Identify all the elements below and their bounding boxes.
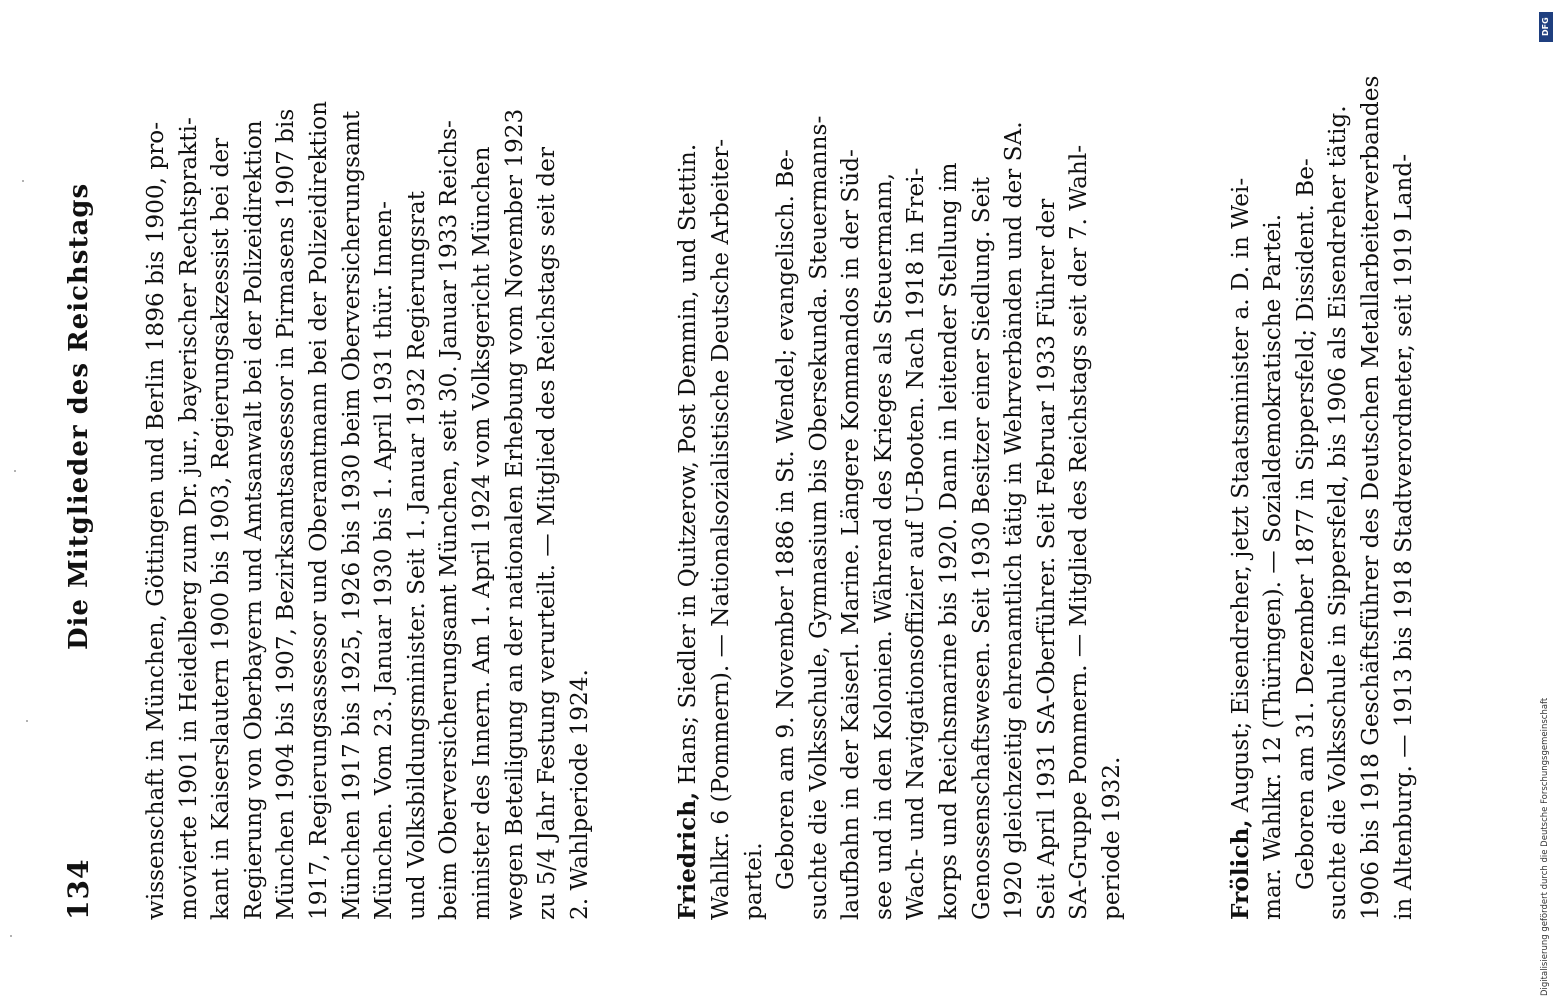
text-line: und Volksbildungsminister. Seit 1. Januar 1932 Regierungsrat <box>402 190 430 920</box>
text-line: 1906 bis 1918 Geschäftsführer des Deutschen Metallarbeiterverbandes <box>1357 75 1384 920</box>
text-line: Regierung von Oberbayern und Amtsanwalt bei der Polizeidirektion <box>239 120 267 920</box>
entry-intro-text: August; Eisendreher, jetzt Staatsminister a. D. in Wei- <box>1226 177 1254 813</box>
text-line: laufbahn in der Kaiserl. Marine. Längere Kommandos in der Süd- <box>837 149 865 920</box>
text-line: 1917, Regierungsassessor und Oberamtmann bei der Polizeidirektion <box>304 100 332 920</box>
text-line: mar. Wahlkr. 12 (Thüringen). — Sozialdemokratische Partei. <box>1259 213 1287 920</box>
text-line: Wach- und Navigationsoffizier auf U-Booten. Nach 1918 in Frei- <box>902 167 930 920</box>
text-line: movierte 1901 in Heidelberg zum Dr. jur., bayerischer Rechtsprakti- <box>174 117 202 920</box>
continuation-paragraph <box>140 90 596 920</box>
text-line <box>1225 90 1258 920</box>
scan-credit-text: Digitalisierung gefördert durch die Deutsche Forschungsgemeinschaft <box>1540 697 1550 996</box>
text-line: periode 1932. <box>1098 756 1126 920</box>
scan-speck <box>26 720 28 722</box>
entry-froelich <box>1225 75 1421 920</box>
text-line: München 1904 bis 1907, Bezirksamtsassessor in Pirmasens 1907 bis <box>272 108 300 920</box>
text-line: partei. <box>739 842 767 920</box>
text-line: beim Oberversicherungsamt München, seit 30. Januar 1933 Reichs- <box>435 120 463 920</box>
text-line: Geboren am 9. November 1886 in St. Wendel; evangelisch. Be- <box>772 149 800 890</box>
text-line: 2. Wahlperiode 1924. <box>565 669 593 920</box>
entry-friedrich <box>672 90 1128 920</box>
scan-speck <box>22 180 24 182</box>
text-line: in Altenburg. — 1913 bis 1918 Stadtverordneter, seit 1919 Land- <box>1389 153 1417 920</box>
scan-speck <box>10 935 12 937</box>
text-line: wissenschaft in München, Göttingen und Berlin 1896 bis 1900, pro- <box>142 121 169 920</box>
page-header <box>62 100 106 920</box>
text-line: Genossenschaftswesen. Seit 1930 Besitzer einer Siedlung. Seit <box>967 176 995 920</box>
text-line: Wahlkr. 6 (Pommern). — Nationalsozialistische Deutsche Arbeiter- <box>706 138 734 920</box>
entry-intro-text: Hans; Siedler in Quitzerow, Post Demmin, und Stettin. <box>674 143 702 785</box>
text-line: suchte die Volksschule, Gymnasium bis Obersekunda. Steuermanns- <box>804 115 832 920</box>
entry-name: Friedrich, <box>674 791 702 920</box>
running-title: Die Mitglieder des Reichstags <box>64 182 94 650</box>
entry-name: Frölich, <box>1226 819 1254 920</box>
scan-credit-strip <box>1539 0 1555 1000</box>
dfg-logo: DFG <box>1539 12 1553 42</box>
text-line: SA-Gruppe Pommern. — Mitglied des Reichstags seit der 7. Wahl- <box>1065 144 1093 920</box>
text-line: München 1917 bis 1925, 1926 bis 1930 beim Oberversicherungsamt <box>337 110 365 920</box>
scan-speck <box>14 470 16 472</box>
text-line: kant in Kaiserslautern 1900 bis 1903, Regierungsakzessist bei der <box>207 137 235 920</box>
entry-spacer <box>596 90 672 920</box>
text-line: minister des Innern. Am 1. April 1924 vom Volksgericht München <box>467 146 495 920</box>
entry-spacer <box>1129 90 1225 920</box>
text-line: Geboren am 31. Dezember 1877 in Sippersfeld; Dissident. Be- <box>1291 158 1319 890</box>
text-line: suchte die Volksschule in Sippersfeld, bis 1906 als Eisendreher tätig. <box>1324 105 1352 920</box>
text-line: wegen Beteiligung an der nationalen Erhebung vom November 1923 <box>500 108 528 920</box>
page-body <box>140 75 1420 920</box>
text-line: München. Vom 23. Januar 1930 bis 1. April 1931 thür. Innen- <box>370 200 398 920</box>
text-line: see und in den Kolonien. Während des Krieges als Steuermann, <box>869 172 897 920</box>
text-line: korps und Reichsmarine bis 1920. Dann in leitender Stellung im <box>935 162 963 920</box>
page-number: 134 <box>62 858 95 920</box>
text-line: 1920 gleichzeitig ehrenamtlich tätig in Wehrverbänden und der SA. <box>1000 121 1028 920</box>
text-line <box>672 90 705 920</box>
text-line: zu 5/4 Jahr Festung verurteilt. — Mitglied des Reichstags seit der <box>533 147 561 920</box>
text-line: Seit April 1931 SA-Oberführer. Seit Februar 1933 Führer der <box>1032 198 1060 920</box>
